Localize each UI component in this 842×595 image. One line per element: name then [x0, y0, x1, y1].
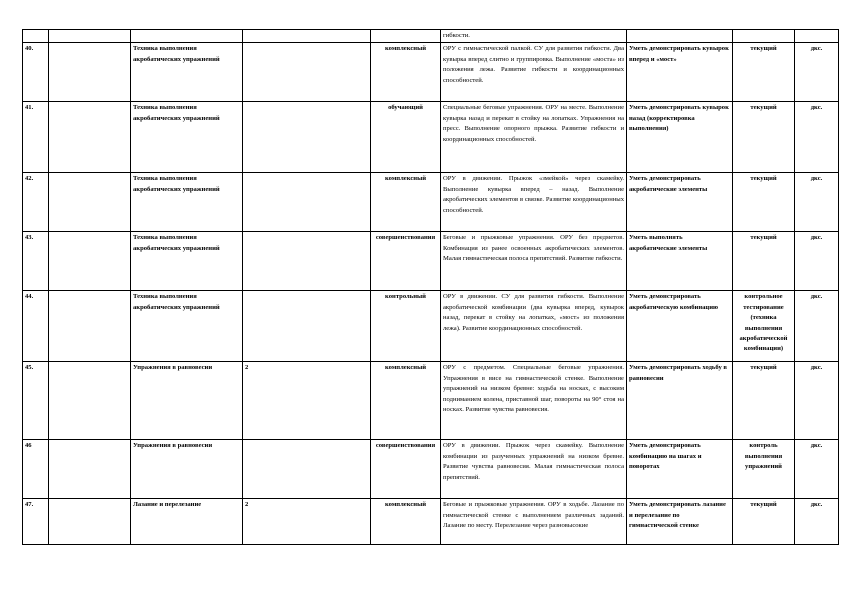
lesson-number-cell: 42. — [23, 173, 49, 232]
lesson-number-cell: 40. — [23, 43, 49, 102]
control-type-cell: текущий — [733, 102, 795, 173]
skill-requirement-cell: Уметь демонстрировать комбинацию на шагах и поворотах — [627, 440, 733, 499]
control-type-cell — [733, 30, 795, 43]
homework-cell: дкс. — [795, 102, 839, 173]
table-row — [23, 30, 839, 43]
lesson-type-cell: комплексный — [371, 499, 441, 545]
homework-cell: дкс. — [795, 173, 839, 232]
lesson-theme-cell: Техника выполнения акробатических упражнений — [131, 232, 243, 291]
table-row — [23, 440, 839, 499]
lesson-type-cell: комплексный — [371, 173, 441, 232]
empty-cell — [49, 43, 131, 102]
empty-cell — [49, 232, 131, 291]
lesson-theme-cell: Техника выполнения акробатических упражнений — [131, 173, 243, 232]
control-type-cell: текущий — [733, 499, 795, 545]
hours-cell: 2 — [243, 499, 371, 545]
table-row — [23, 291, 839, 362]
homework-cell: дкс. — [795, 440, 839, 499]
skill-requirement-cell: Уметь выполнять акробатические элементы — [627, 232, 733, 291]
lesson-theme-cell: Техника выполнения акробатических упражнений — [131, 102, 243, 173]
lesson-theme-cell: Упражнения в равновесии — [131, 362, 243, 440]
hours-cell — [243, 30, 371, 43]
empty-cell — [49, 440, 131, 499]
lesson-number-cell: 46 — [23, 440, 49, 499]
lesson-theme-cell: Техника выполнения акробатических упражнений — [131, 291, 243, 362]
skill-requirement-cell: Уметь демонстрировать акробатические элементы — [627, 173, 733, 232]
homework-cell: дкс. — [795, 232, 839, 291]
homework-cell: дкс. — [795, 291, 839, 362]
lesson-theme-cell — [131, 30, 243, 43]
control-type-cell: текущий — [733, 232, 795, 291]
control-type-cell: контроль выполнения упражнений — [733, 440, 795, 499]
lesson-content-cell: Специальные беговые упражнения. ОРУ на месте. Выполнение кувырка назад и перекат в стойку на лопатках. Упражнения на пресс. Выполнение опорного прыжка. Развитие гибкости и координационных способностей. — [441, 102, 627, 173]
table-body — [23, 30, 839, 545]
hours-cell — [243, 173, 371, 232]
control-type-cell: текущий — [733, 43, 795, 102]
empty-cell — [49, 362, 131, 440]
table-row — [23, 102, 839, 173]
lesson-content-cell: Беговые и прыжковые упражнения. ОРУ в ходьбе. Лазание по гимнастической стенке с выполнением различных заданий. Лазание по месту. Перелезание через разновысокие — [441, 499, 627, 545]
lesson-type-cell: комплексный — [371, 362, 441, 440]
table-row — [23, 362, 839, 440]
lesson-number-cell: 41. — [23, 102, 49, 173]
lesson-content-cell: ОРУ в движении. СУ для развития гибкости. Выполнение акробатической комбинации (два кувырка вперед, кувырок назад, перекат в стойку на лопатках, «мост» из положения лежа). Развитие координационных способностей. — [441, 291, 627, 362]
homework-cell: дкс. — [795, 362, 839, 440]
lesson-theme-cell: Лазание и перелезание — [131, 499, 243, 545]
lesson-content-cell: ОРУ с предметом. Специальные беговые упражнения. Упражнения в висе на гимнастической стенке. Выполнение упражнений на низком бревне: ходьба на носках, с высоким подниманием колена, приставной шаг, повороты на 90° стоя на носках. Развитие чувства равновесия. — [441, 362, 627, 440]
homework-cell — [795, 30, 839, 43]
lesson-number-cell: 45. — [23, 362, 49, 440]
hours-cell — [243, 232, 371, 291]
skill-requirement-cell — [627, 30, 733, 43]
lesson-theme-cell: Упражнения в равновесии — [131, 440, 243, 499]
lesson-type-cell: комплексный — [371, 43, 441, 102]
control-type-cell: контрольное тестирование (техника выполнения акробатической комбинации) — [733, 291, 795, 362]
lesson-theme-cell: Техника выполнения акробатических упражнений — [131, 43, 243, 102]
skill-requirement-cell: Уметь демонстрировать лазание и перелезание по гимнастической стенке — [627, 499, 733, 545]
table-row — [23, 43, 839, 102]
lesson-number-cell: 47. — [23, 499, 49, 545]
lesson-content-cell: гибкости. — [441, 30, 627, 43]
control-type-cell: текущий — [733, 362, 795, 440]
hours-cell — [243, 102, 371, 173]
table-row — [23, 173, 839, 232]
skill-requirement-cell: Уметь демонстрировать акробатическую комбинацию — [627, 291, 733, 362]
empty-cell — [49, 291, 131, 362]
control-type-cell: текущий — [733, 173, 795, 232]
homework-cell: дкс. — [795, 499, 839, 545]
lesson-number-cell: 43. — [23, 232, 49, 291]
lesson-type-cell: обучающий — [371, 102, 441, 173]
empty-cell — [49, 499, 131, 545]
lesson-number-cell: 44. — [23, 291, 49, 362]
lesson-content-cell: Беговые и прыжковые упражнения. ОРУ без предметов. Комбинация из ранее освоенных акробатических элементов. Малая гимнастическая полоса препятствий. Развитие гибкости. — [441, 232, 627, 291]
lesson-type-cell: совершенствования — [371, 440, 441, 499]
lesson-type-cell — [371, 30, 441, 43]
empty-cell — [49, 173, 131, 232]
lesson-number-cell — [23, 30, 49, 43]
lesson-type-cell: совершенствования — [371, 232, 441, 291]
empty-cell — [49, 30, 131, 43]
skill-requirement-cell: Уметь демонстрировать кувырок вперед и «мост» — [627, 43, 733, 102]
hours-cell — [243, 291, 371, 362]
skill-requirement-cell: Уметь демонстрировать ходьбу в равновесии — [627, 362, 733, 440]
lesson-type-cell: контрольный — [371, 291, 441, 362]
lesson-plan-table — [22, 29, 839, 545]
skill-requirement-cell: Уметь демонстрировать кувырок назад (корректировка выполнения) — [627, 102, 733, 173]
homework-cell: дкс. — [795, 43, 839, 102]
lesson-content-cell: ОРУ в движении. Прыжок через скамейку. Выполнение комбинации из разученных упражнений на низком бревне. Развитие чувства равновесия. Малая гимнастическая полоса препятствий. — [441, 440, 627, 499]
hours-cell — [243, 43, 371, 102]
table-row — [23, 499, 839, 545]
hours-cell: 2 — [243, 362, 371, 440]
lesson-content-cell: ОРУ в движении. Прыжок «змейкой» через скамейку. Выполнение кувырка вперед – назад. Выполнение акробатических элементов в связке. Развитие координационных способностей. — [441, 173, 627, 232]
hours-cell — [243, 440, 371, 499]
lesson-content-cell: ОРУ с гимнастической палкой. СУ для развития гибкости. Два кувырка вперед слитно и группировка. Выполнение «моста» из положения лежа. Развитие гибкости и координационных способностей. — [441, 43, 627, 102]
table-row — [23, 232, 839, 291]
empty-cell — [49, 102, 131, 173]
